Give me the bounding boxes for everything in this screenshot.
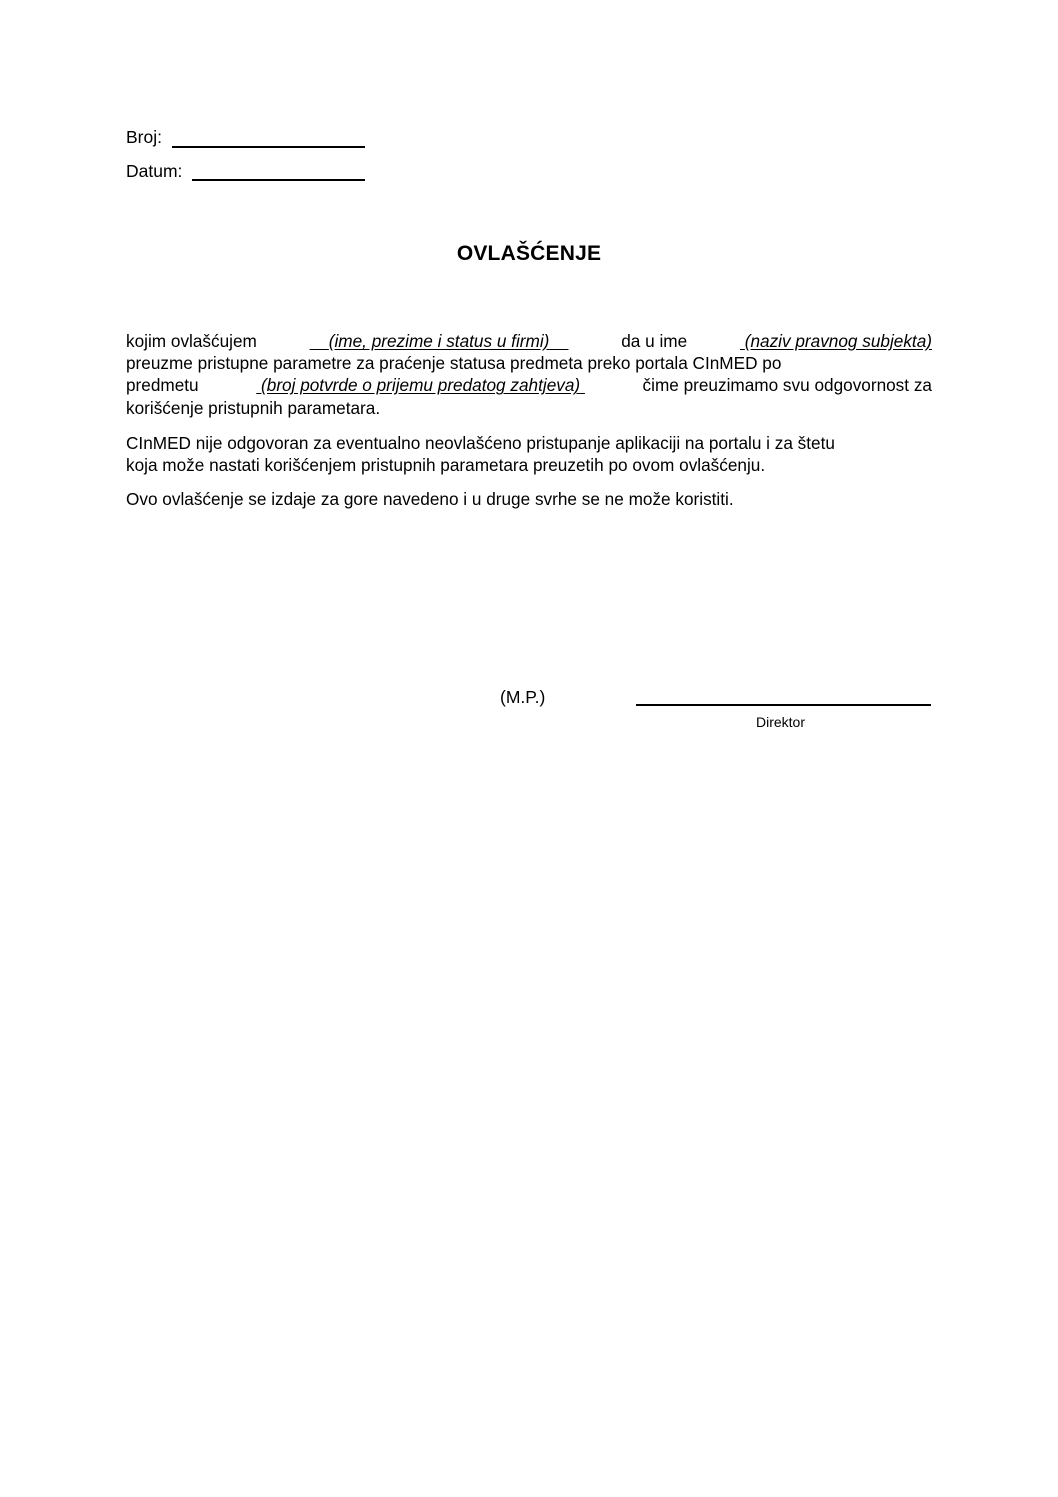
paragraph-line: [126, 374, 932, 396]
text-mid: da u ime: [621, 331, 688, 351]
field-number-underline[interactable]: [256, 374, 585, 396]
datum-label: Datum:: [126, 161, 183, 181]
paragraph-line: [126, 330, 932, 352]
signature-caption: Direktor: [756, 714, 806, 730]
paragraph-line: [126, 352, 932, 374]
paragraph-line: [126, 397, 932, 419]
text-line3-lead: predmetu: [126, 375, 199, 396]
field-entity-underline[interactable]: [740, 330, 932, 352]
field-name-underline[interactable]: [310, 330, 569, 352]
paragraph-line: [126, 432, 932, 454]
document-title: OVLAŠĆENJE: [456, 242, 602, 265]
text-p2-line1: CInMED nije odgovoran za eventualno neovlašćeno pristupanje aplikaciji na portalu i za štetu: [126, 433, 835, 453]
text-p3: Ovo ovlašćenje se izdaje za gore navedeno i u druge svrhe se ne može koristiti.: [126, 489, 734, 509]
signature-line[interactable]: [636, 704, 931, 706]
stamp-placeholder: (M.P.): [500, 687, 546, 707]
paragraph-line: [126, 454, 932, 476]
datum-field[interactable]: [192, 179, 365, 181]
broj-label: Broj:: [126, 127, 162, 147]
field-entity: (naziv pravnog subjekta): [744, 331, 932, 351]
broj-field[interactable]: [172, 146, 365, 148]
text-lead: kojim ovlašćujem: [126, 331, 257, 351]
text-line3-tail: čime preuzimamo svu odgovornost za: [642, 375, 932, 396]
paragraph-line: [126, 488, 932, 510]
text-line2: preuzme pristupne parametre za praćenje statusa predmeta preko portala CInMED po: [126, 353, 782, 374]
text-line4: korišćenje pristupnih parametara.: [126, 397, 381, 418]
text-p2-line2: koja može nastati korišćenjem pristupnih parametara preuzetih po ovom ovlašćenju.: [126, 455, 766, 476]
field-name: (ime, prezime i status u firmi): [328, 331, 550, 351]
paragraph-authorization: [126, 330, 932, 419]
field-number: (broj potvrde o prijemu predatog zahtjeva): [261, 375, 581, 396]
datum-row: [126, 161, 182, 181]
paragraph-disclaimer: [126, 432, 932, 476]
paragraph-purpose: [126, 488, 932, 510]
broj-row: [126, 127, 162, 147]
